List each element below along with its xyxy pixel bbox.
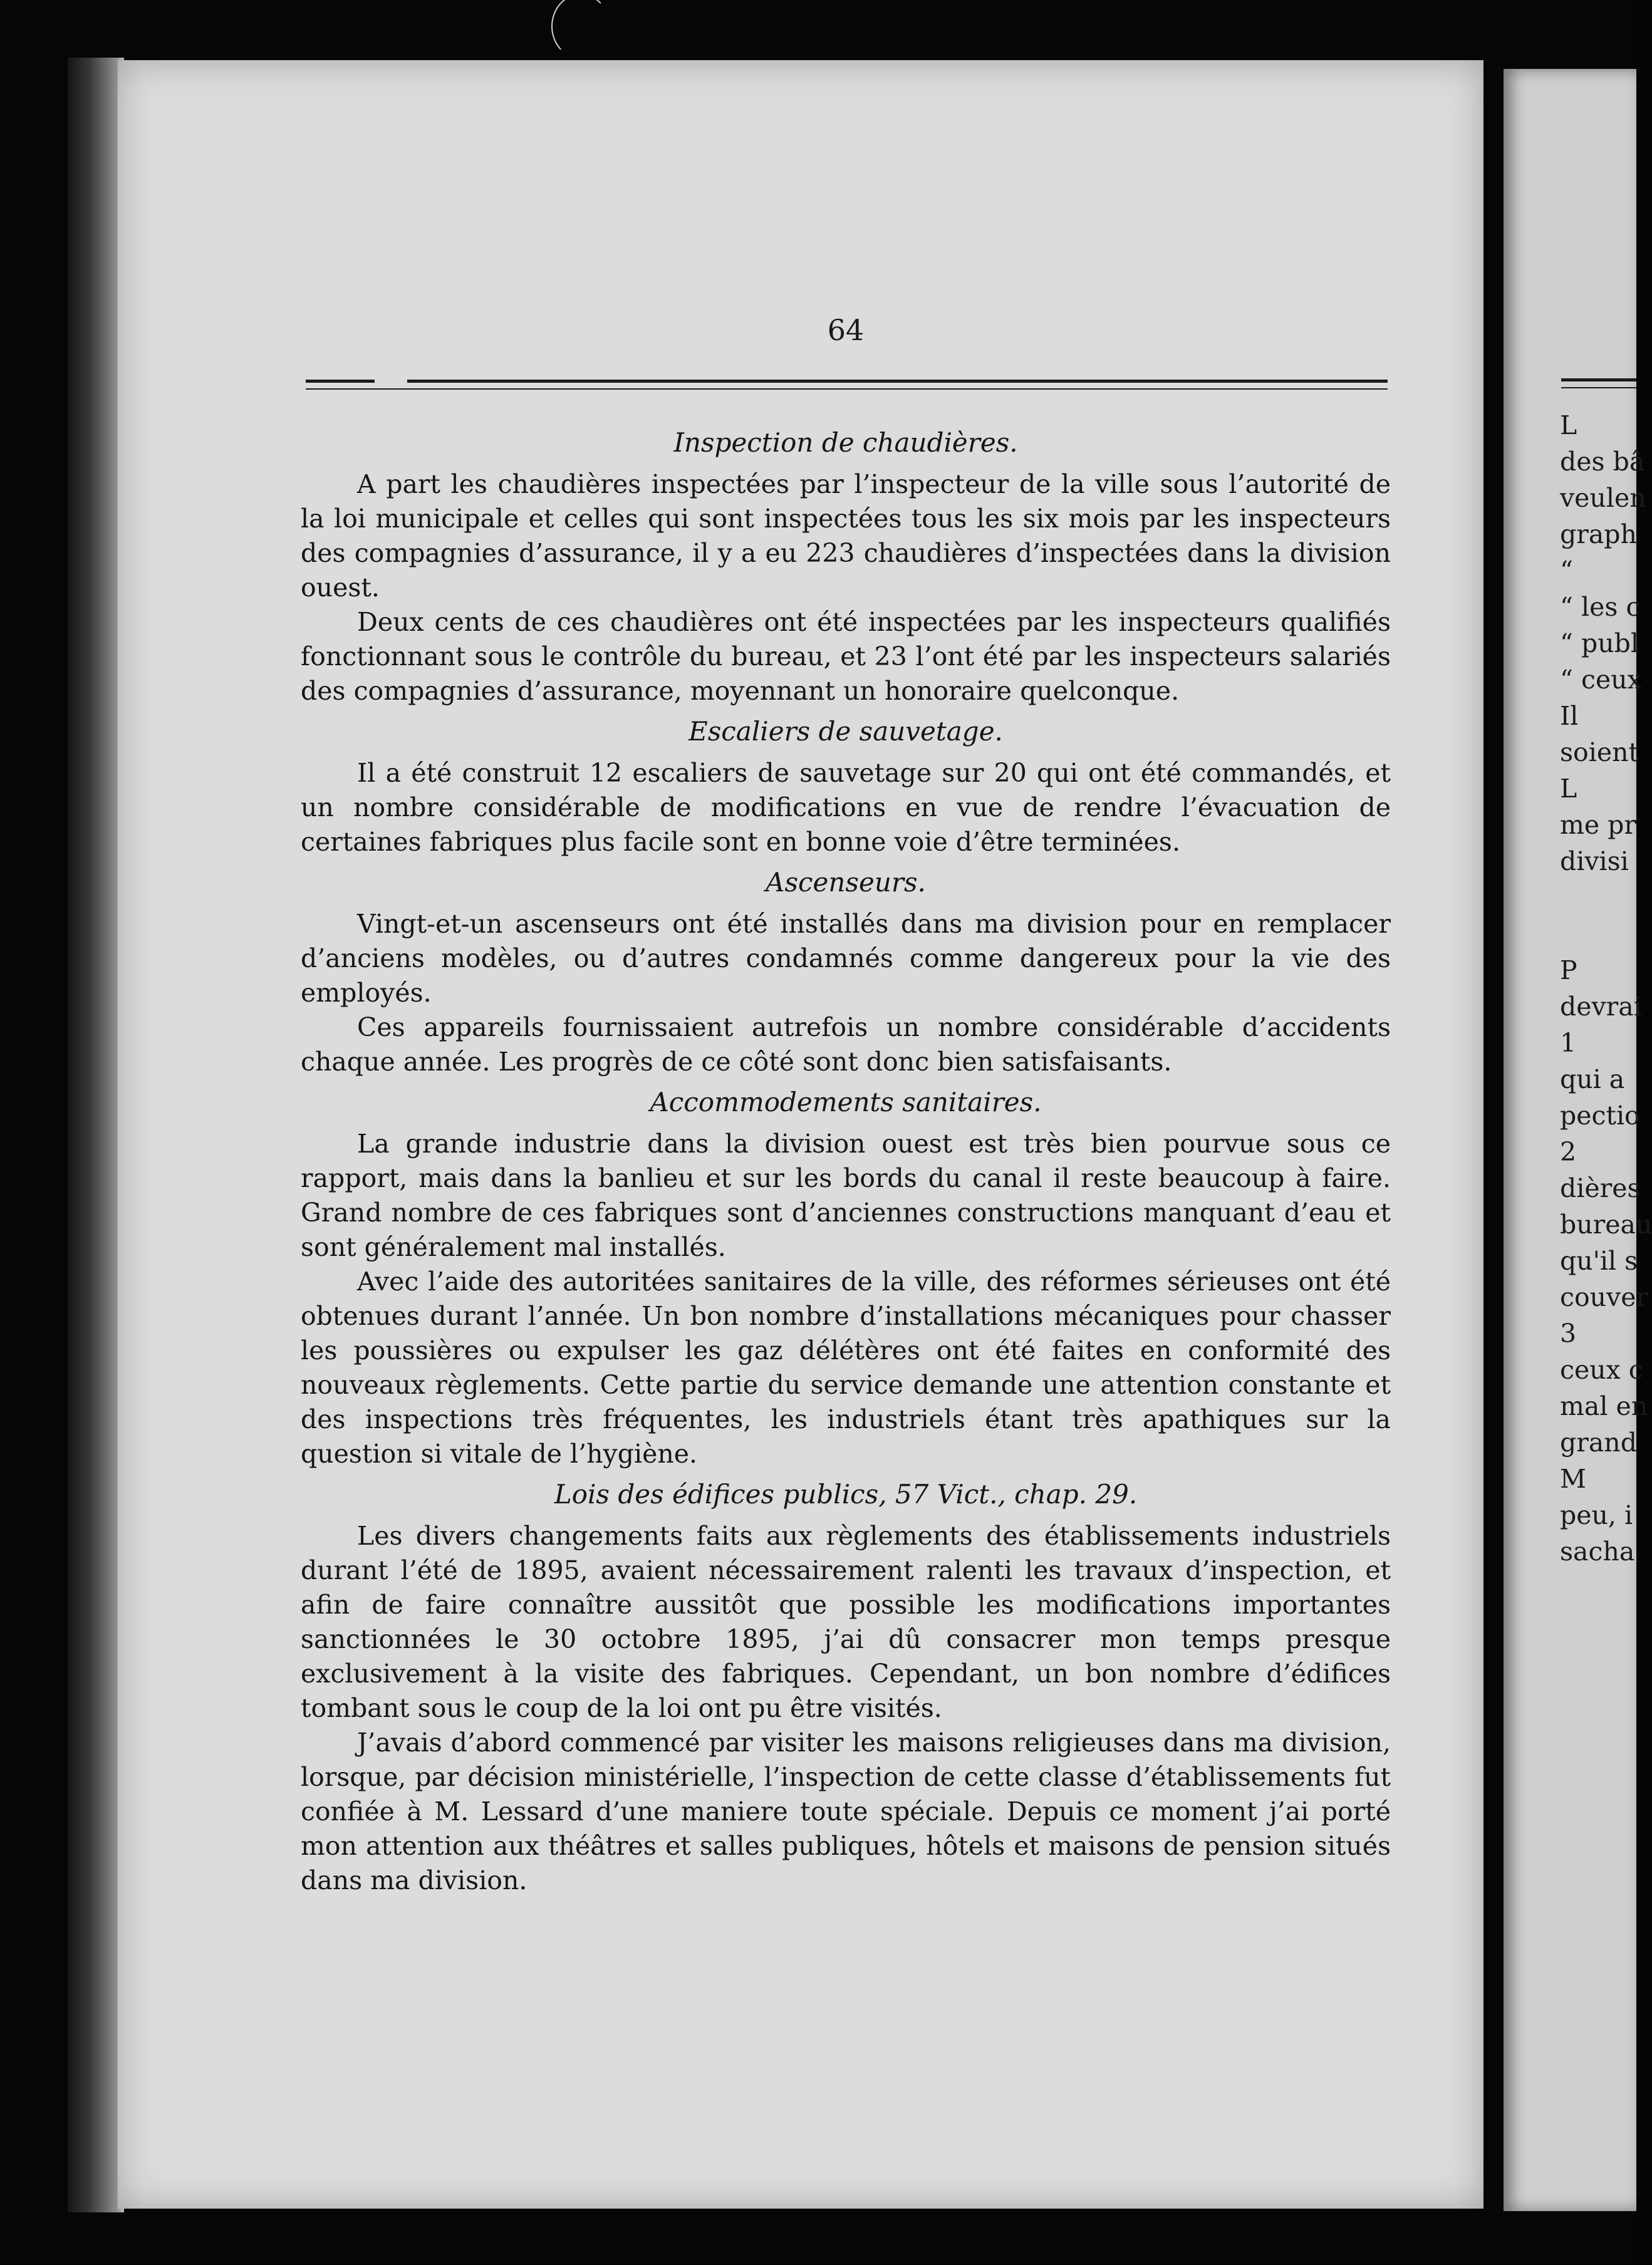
body-paragraph: Il a été construit 12 escaliers de sauvetage sur 20 qui ont été commandés, et un nombre considérable de modifications en vue de rendre l’évacuation de certaines fabriques plus facile sont en bonne voie d’être terminées. <box>301 758 1391 857</box>
facing-page-line: graph <box>1560 519 1637 549</box>
body-paragraph: Les divers changements faits aux règlements des établissements industriels durant l’été de 1895, avaient nécessairement ralenti les travaux d’inspection, et afin de faire connaître aussitôt que possible les modifications importantes sanctionnées le 30 octobre 1895, j’ai dû consacrer mon temps presque exclusivement à la visite des fabriques. Cependant, un bon nombre d’édifices tombant sous le coup de la loi ont pu être visités. <box>301 1521 1391 1723</box>
facing-page-line: qu'il s <box>1560 1246 1638 1276</box>
facing-page-line: dières <box>1560 1173 1641 1203</box>
facing-page-line: mal en <box>1560 1391 1648 1421</box>
facing-page-line: ceux c <box>1560 1355 1643 1385</box>
facing-page-rule-thin <box>1561 387 1636 388</box>
page-number: 64 <box>827 313 865 347</box>
facing-page-line: grand <box>1560 1428 1637 1458</box>
facing-page-line: L <box>1560 774 1577 804</box>
facing-page-line: L <box>1560 410 1577 440</box>
facing-page-line: veulen <box>1560 483 1646 513</box>
facing-page-line: soient <box>1560 737 1639 767</box>
facing-page-line: pectio <box>1560 1101 1640 1131</box>
body-paragraph: Ces appareils fournissaient autrefois un nombre considérable d’accidents chaque année. Les progrès de ce côté sont donc bien satisfaisants. <box>301 1012 1391 1077</box>
facing-page-line: M <box>1560 1464 1586 1494</box>
left-binding-edge <box>68 58 124 2212</box>
body-paragraph: La grande industrie dans la division ouest est très bien pourvue sous ce rapport, mais dans la banlieu et sur les bords du canal il reste beaucoup à faire. Grand nombre de ces fabriques sont d’anciennes constructions manquant d’eau et sont généralement mal installés. <box>301 1129 1391 1262</box>
header-rule-main <box>407 380 1388 383</box>
facing-page-text <box>1560 407 1652 1570</box>
facing-page-line: 1 <box>1560 1028 1577 1058</box>
facing-page-line <box>1560 879 1636 916</box>
facing-page-line <box>1560 916 1636 952</box>
facing-page-line: bureau <box>1560 1210 1652 1240</box>
facing-page-line: 2 <box>1560 1137 1577 1167</box>
facing-page-line: 3 <box>1560 1319 1577 1349</box>
facing-page-line: me pr <box>1560 810 1637 840</box>
facing-page-line: “ ceux <box>1560 665 1642 695</box>
body-paragraph: Avec l’aide des autoritées sanitaires de la ville, des réformes sérieuses ont été obtenues durant l’année. Un bon nombre d’installations mécaniques pour chasser les poussières ou expulser les gaz délétères ont été faites en conformité des nouveaux règlements. Cette partie du service demande une attention constante et des inspections très fréquentes, les industriels étant très apathiques sur la question si vitale de l’hygiène. <box>301 1267 1391 1469</box>
facing-page-line: Il <box>1560 701 1579 731</box>
body-paragraph: Vingt-et-un ascenseurs ont été installés dans ma division pour en remplacer d’anciens modèles, ou d’autres condamnés comme dangereux pour la vie des employés. <box>301 909 1391 1008</box>
section-heading: Accommodements sanitaires. <box>650 1087 1042 1117</box>
section-heading: Inspection de chaudières. <box>673 427 1018 458</box>
facing-page-line: P <box>1560 955 1577 985</box>
section-heading: Escaliers de sauvetage. <box>688 716 1003 747</box>
body-paragraph: A part les chaudières inspectées par l’inspecteur de la ville sous l’autorité de la loi municipale et celles qui sont inspectées tous les six mois par les inspecteurs des compagnies d’assurance, il y a eu 223 chaudières d’inspectées dans la division ouest. <box>301 469 1391 603</box>
facing-page-rule <box>1561 378 1636 381</box>
facing-page-line: “ <box>1560 556 1573 586</box>
facing-page-line: qui a <box>1560 1064 1625 1094</box>
facing-page-line: devrai <box>1560 992 1642 1022</box>
header-rule-thin <box>306 388 1388 390</box>
body-paragraph: J’avais d’abord commencé par visiter les maisons religieuses dans ma division, lorsque, par décision ministérielle, l’inspection de cette classe d’établissements fut confiée à M. Lessard d’une maniere toute spéciale. Depuis ce moment j’ai porté mon attention aux théâtres et salles publiques, hôtels et maisons de pension situés dans ma division. <box>301 1728 1391 1895</box>
facing-page-line: peu, i <box>1560 1500 1633 1530</box>
section-heading: Lois des édifices publics, 57 Vict., chap. 29. <box>554 1479 1138 1510</box>
facing-page-line: sacha <box>1560 1537 1635 1567</box>
page-body <box>301 420 1391 1898</box>
section-heading: Ascenseurs. <box>766 867 926 898</box>
body-paragraph: Deux cents de ces chaudières ont été inspectées par les inspecteurs qualifiés fonctionnant sous le contrôle du bureau, et 23 l’ont été par les inspecteurs salariés des compagnies d’assurance, moyennant un honoraire quelconque. <box>301 607 1391 706</box>
facing-page-line: couver <box>1560 1282 1649 1312</box>
facing-page-line: divisi <box>1560 846 1629 876</box>
facing-page-line: des bâ <box>1560 447 1645 477</box>
header-rule-left <box>306 380 375 383</box>
facing-page-line: “ les c <box>1560 592 1641 622</box>
facing-page-line: “ publ <box>1560 628 1639 658</box>
